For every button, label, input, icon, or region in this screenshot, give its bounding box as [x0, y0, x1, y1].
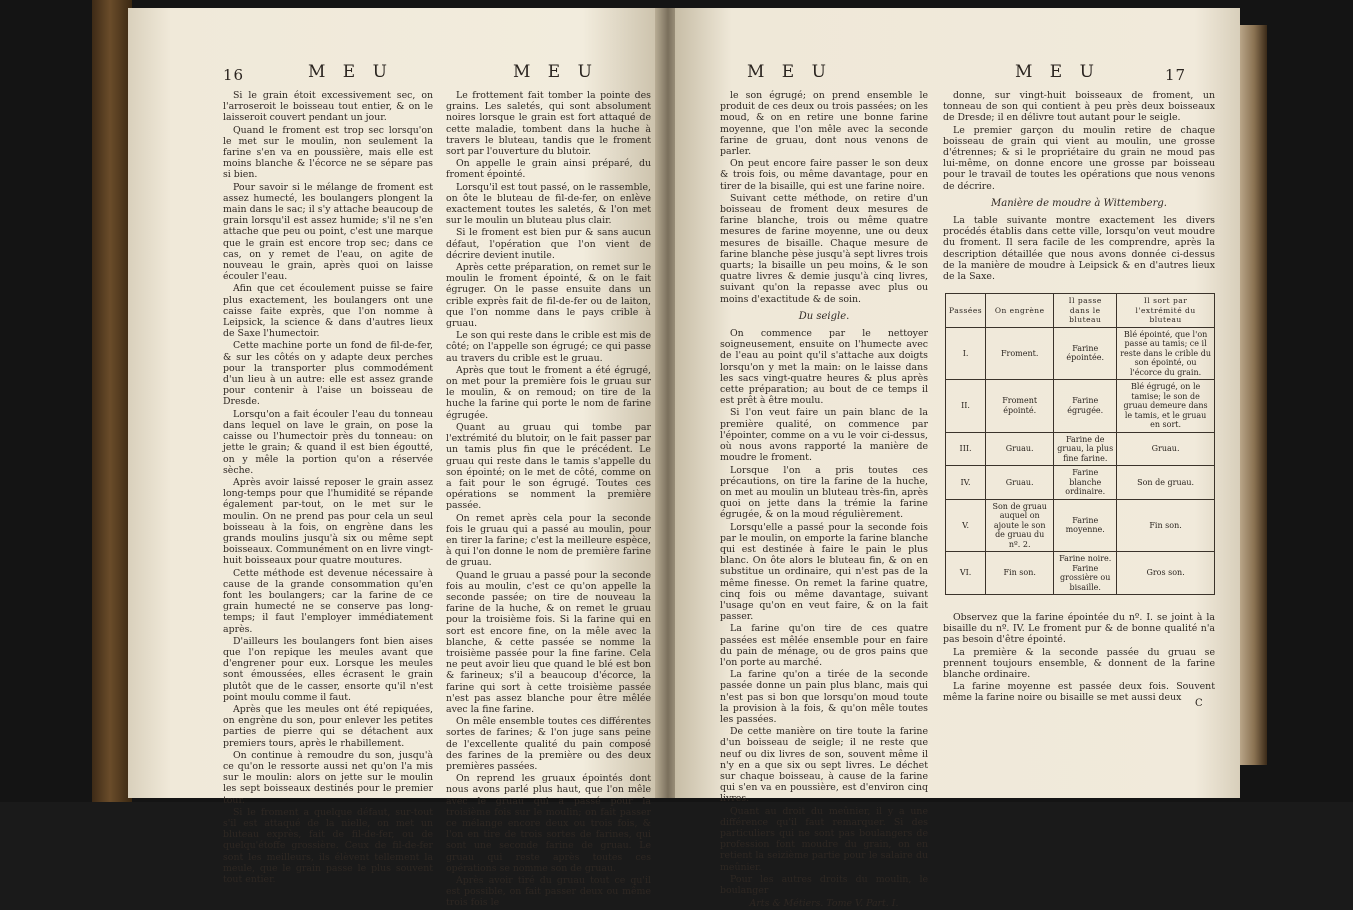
paragraph: Lorsqu'il est tout passé, on le rassemble, on ôte le bluteau de fil-de-fer, on enlève exactement toutes les saletés, & l'on met sur le moulin un bluteau plus clair.: [446, 181, 651, 227]
signature-mark: C: [1195, 698, 1203, 709]
table-cell: V.: [946, 499, 986, 552]
paragraph: Après que les meules ont été repiquées, on engrène du son, pour enlever les petites parties de pierre qui se détachent aux premiers tours, après le rhabillement.: [223, 703, 433, 749]
table-cell: Gros son.: [1117, 552, 1215, 595]
table-header-row: [946, 294, 1215, 328]
paragraph: Le frottement fait tomber la pointe des grains. Les saletés, qui sont absolument noires lorsque le grain est fort attaqué de cette maladie, tombent dans la huche à travers le bluteau, tandis que le froment sort par l'ouverture du blutoir.: [446, 90, 651, 158]
paragraph: Observez que la farine épointée du nº. I. se joint à la bisaille du nº. IV. Le froment pur & de bonne qualité n'a pas besoin d'être épointé.: [943, 612, 1215, 646]
table-cell: Farine épointée.: [1054, 327, 1117, 380]
paragraph: Quand le gruau a passé pour la seconde fois au moulin, c'est ce qu'on appelle la seconde passée; on tire de nouveau la farine de la huche, & on remet le gruau pour la troisième fois. Si la farine qui en sort est encore fine, on la mêle avec la blanche, & cette passée se nomme la troisième passée pour la fine farine. Cela ne peut avoir lieu que quand le blé est bon & farineux; s'il a beaucoup d'écorce, la farine qui sort à cette troisième passée n'est pas assez blanche pour être mêlée avec la fine farine.: [446, 569, 651, 715]
right-column-2: [943, 90, 1215, 283]
left-column-2: [446, 90, 651, 910]
paragraph: Cette méthode est devenue nécessaire à cause de la grande consommation qu'en font les boulangers; car la farine de ce grain humecté ne se conserve pas long-temps; il faut l'employer immédiatement après.: [223, 567, 433, 635]
paragraph: On appelle le grain ainsi préparé, du froment épointé.: [446, 158, 651, 181]
paragraph: Quant au droit du meûnier, il y a une différence qu'il faut remarquer. Si des particuliers qui ne sont pas boulangers de profession font moudre du grain, on en retient la seizième partie pour le salaire du meûnier.: [720, 805, 928, 873]
paragraph: On peut encore faire passer le son deux & trois fois, ou même davantage, pour en tirer de la bisaille, qui est une farine noire.: [720, 158, 928, 192]
table-cell: Fin son.: [986, 552, 1054, 595]
table-row: [946, 432, 1215, 466]
table-cell: III.: [946, 432, 986, 466]
paragraph: Lorsque l'on a pris toutes ces précautions, on tire la farine de la huche, on met au moulin un bluteau très-fin, après quoi on jette dans la trémie la farine égrugée, & on la moud régulièrement.: [720, 464, 928, 521]
paragraph: La farine moyenne est passée deux fois. Souvent même la farine noire ou bisaille se met aussi deux: [943, 681, 1215, 704]
paragraph: Le premier garçon du moulin retire de chaque boisseau de grain qui vient au moulin, une grosse d'étrennes; & si le propriétaire du grain ne moud pas lui-même, on donne encore une grosse par boisseau pour le travail de toutes les opérations que nous venons de décrire.: [943, 124, 1215, 192]
page-number-left: 16: [223, 66, 245, 84]
table-row: [946, 499, 1215, 552]
table-row: [946, 327, 1215, 380]
running-head-left-1: M E U: [308, 62, 393, 82]
running-head-left-2: M E U: [513, 62, 598, 82]
table-cell: Froment épointé.: [986, 380, 1054, 433]
paragraph: La première & la seconde passée du gruau se prennent toujours ensemble, & donnent de la farine blanche ordinaire.: [943, 646, 1215, 681]
paragraph: Si l'on veut faire un pain blanc de la première qualité, on commence par l'épointer, comme on a vu le voir ci-dessus, où nous avons rapporté la manière de moudre le froment.: [720, 407, 928, 464]
table-cell: VI.: [946, 552, 986, 595]
table-cell: Farine noire. Farine grossière ou bisaille.: [1054, 552, 1117, 595]
paragraph: Quand le froment est trop sec lorsqu'on le met sur le moulin, non seulement la farine s'en va en poussière, mais elle est moins blanche & l'écorce ne se sépare pas si bien.: [223, 124, 433, 181]
paragraph: On continue à remoudre du son, jusqu'à ce qu'on le ressorte aussi net qu'on l'a mis sur le moulin: alors on jette sur le moulin les sept boisseaux destinés pour le premier tour.: [223, 749, 433, 806]
table-cell: Blé égrugé, on le tamise; le son de gruau demeure dans le tamis, et le gruau en sort.: [1117, 380, 1215, 433]
table-cell: Gruau.: [1117, 432, 1215, 466]
right-column-1: [720, 90, 928, 909]
paragraph: Si le froment a quelque défaut, sur-tout s'il est attaqué de la nielle, on met un bluteau exprès, fait de fil-de-fer, ou de quelqu'étoffe grossière. Ceux de fil-de-fer sont les meilleurs, ils élèvent tellement la meule, que le grain passe le plus souvent tout entier.: [223, 806, 433, 886]
table-cell: Fin son.: [1117, 499, 1215, 552]
page-footer: Arts & Métiers. Tome V. Part. I.: [749, 898, 899, 910]
table-cell: Son de gruau auquel on ajoute le son de gruau du nº. 2.: [986, 499, 1054, 552]
paragraph: Lorsqu'on a fait écouler l'eau du tonneau dans lequel on lave le grain, on pose la caisse ou l'humectoir près du tonneau: on jette le grain; & quand il est bien égoutté, on y mêle la portion qu'on a réservée sèche.: [223, 408, 433, 476]
subhead-wittemberg: Manière de moudre à Wittemberg.: [991, 197, 1167, 209]
table-cell: Froment.: [986, 327, 1054, 380]
paragraph: On reprend les gruaux épointés dont nous avons parlé plus haut, que l'on mêle avec le gruau qui a passé pour la troisième fois sur le moulin; on fait passer ce mélange encore deux ou trois fois, & l'on en tire de trois sortes de farines, qui sont une seconde farine de gruau. Le gruau qui reste après toutes ces opérations se nomme son de gruau.: [446, 773, 651, 874]
table-cell: I.: [946, 327, 986, 380]
paragraph: Pour savoir si le mélange de froment est assez humecté, les boulangers plongent la main dans le sac; il s'y attache beaucoup de grain lorsqu'il est assez humide; s'il ne s'en attache que peu ou point, c'est une marque que le grain est encore trop sec; dans ce cas, on y remet de l'eau, on agite de nouveau le grain, après quoi on laisse écouler l'eau.: [223, 181, 433, 283]
table-cell: II.: [946, 380, 986, 433]
paragraph: Suivant cette méthode, on retire d'un boisseau de froment deux mesures de farine blanche, trois ou même quatre mesures de farine moyenne, une ou deux mesures de bisaille. Chaque mesure de farine blanche pèse jusqu'à sept livres trois quarts; la bisaille un peu moins, & le son quatre livres & demie jusqu'à cinq livres, suivant qu'on la repasse avec plus ou moins d'exactitude & de soin.: [720, 192, 928, 305]
paragraph: Après que tout le froment a été égrugé, on met pour la première fois le gruau sur le moulin, & on remoud; on tire de la huche la farine qui porte le nom de farine égrugée.: [446, 364, 651, 421]
paragraph: Si le froment est bien pur & sans aucun défaut, l'opération que l'on vient de décrire devient inutile.: [446, 227, 651, 261]
table-cell: Farine de gruau, la plus fine farine.: [1054, 432, 1117, 466]
paragraph: Après avoir laissé reposer le grain assez long-temps pour que l'humidité se répande également par-tout, on le met sur le moulin. On ne prend pas pour cela un seul boisseau à la fois, on engrène dans les grands moulins jusqu'à six ou même sept boisseaux. Communément on en livre vingt-huit boisseaux pour quatre moutures.: [223, 476, 433, 567]
right-column-2-tail: [943, 612, 1215, 705]
running-head-right-2: M E U: [1015, 62, 1100, 82]
paragraph: De cette manière on tire toute la farine d'un boisseau de seigle; il ne reste que neuf ou dix livres de son, souvent même il n'y en a que six ou sept livres. Le déchet sur chaque boisseau, à cause de la farine qui s'en va en poussière, est d'environ cinq livres.: [720, 726, 928, 805]
table-header-cell: Il sort par l'extrémité du bluteau: [1117, 294, 1215, 328]
table-cell: Gruau.: [986, 466, 1054, 500]
book-cover-left: [92, 0, 132, 802]
paragraph: On mêle ensemble toutes ces différentes sortes de farines; & l'on juge sans peine de l'excellente qualité du pain composé des farines de la première ou des deux premières passées.: [446, 716, 651, 772]
table-row: [946, 380, 1215, 433]
left-page: [128, 8, 663, 909]
paragraph: donne, sur vingt-huit boisseaux de froment, un tonneau de son qui contient à peu près deux boisseaux de Dresde; il en délivre tout autant pour le seigle.: [943, 90, 1215, 124]
paragraph: Pour les autres droits du moulin, le boulanger: [720, 873, 928, 897]
paragraph: Si le grain étoit excessivement sec, on l'arroseroit le boisseau tout entier, & on le laisseroit couvert pendant un jour.: [223, 90, 433, 124]
running-head-right-1: M E U: [747, 62, 832, 82]
paragraph: On remet après cela pour la seconde fois le gruau qui a passé au moulin, pour en tirer la farine; c'est la meilleure espèce, à qui l'on donne le nom de première farine de gruau.: [446, 512, 651, 569]
paragraph: Cette machine porte un fond de fil-de-fer, & sur les côtés on y adapte deux perches pour la transporter plus commodément d'un lieu à un autre: elle est assez grande pour contenir à l'aise un boisseau de Dresde.: [223, 340, 433, 408]
table-cell: Son de gruau.: [1117, 466, 1215, 500]
table-cell: Gruau.: [986, 432, 1054, 466]
subhead-seigle: Du seigle.: [798, 310, 850, 322]
paragraph: Après cette préparation, on remet sur le moulin le froment épointé, & on le fait égruger. On le passe ensuite dans un crible exprès fait de fil-de-fer ou de laiton, que l'on nomme dans le pays crible à gruau.: [446, 262, 651, 330]
paragraph: La farine qu'on tire de ces quatre passées est mêlée ensemble pour en faire du pain de ménage, ou de gros pains que l'on porte au marché.: [720, 623, 928, 668]
table-cell: Farine égrugée.: [1054, 380, 1117, 433]
table-header-cell: Il passe dans le bluteau: [1054, 294, 1117, 328]
right-page: [675, 8, 1240, 910]
milling-table: [945, 293, 1215, 595]
paragraph: D'ailleurs les boulangers font bien aises que l'on repique les meules avant que d'engrener pour eux. Lorsque les meules sont émoussées, elles écrasent le grain plutôt que de le casser, ensorte qu'il n'est point moulu comme il faut.: [223, 635, 433, 703]
table-header-cell: On engrène: [986, 294, 1054, 328]
paragraph: le son égrugé; on prend ensemble le produit de ces deux ou trois passées; on les moud, & on en retire une bonne farine moyenne, que l'on mêle avec la seconde farine de gruau, dont nous venons de parler.: [720, 90, 928, 158]
table-cell: IV.: [946, 466, 986, 500]
table-cell: Farine moyenne.: [1054, 499, 1117, 552]
table-cell: Farine blanche ordinaire.: [1054, 466, 1117, 500]
table-cell: Blé épointé, que l'on passe au tamis; ce il reste dans le crible du son épointé, ou l'écorce du grain.: [1117, 327, 1215, 380]
left-column-1: [223, 90, 433, 886]
table-body: [946, 327, 1215, 595]
paragraph: La table suivante montre exactement les divers procédés établis dans cette ville, lorsqu'on veut moudre du froment. Il sera facile de les comprendre, après la description détaillée que nous avons donnée ci-dessus de la manière de moudre à Leipsick & en d'autres lieux de la Saxe.: [943, 215, 1215, 283]
paragraph: Quant au gruau qui tombe par l'extrémité du blutoir, on le fait passer par un tamis plus fin que le précédent. Le gruau qui reste dans le tamis s'appelle du son épointé; on le met de côté, comme on a fait pour le son égrugé. Toutes ces opérations se nomment la première passée.: [446, 421, 651, 512]
table-row: [946, 552, 1215, 595]
paragraph: La farine qu'on a tirée de la seconde passée donne un pain plus blanc, mais qui n'est pas si bon que lorsqu'on moud toute la provision à la fois, & qu'on mêle toutes les passées.: [720, 669, 928, 725]
table-header-cell: Passées: [946, 294, 986, 328]
page-number-right: 17: [1165, 66, 1187, 84]
paragraph: Après avoir tiré du gruau tout ce qu'il est possible, on fait passer deux ou même trois fois le: [446, 875, 651, 909]
paragraph: Afin que cet écoulement puisse se faire plus exactement, les boulangers ont une caisse faite exprès, que l'on nomme à Leipsick, la science & dans d'autres lieux de Saxe l'humectoir.: [223, 283, 433, 340]
table-row: [946, 466, 1215, 500]
paragraph: Lorsqu'elle a passé pour la seconde fois par le moulin, on emporte la farine blanche qui est destinée à faire le pain le plus blanc. On ôte alors le bluteau fin, & on en substitue un ordinaire, qui n'est pas de la même finesse. On remet la farine quatre, cinq fois ou même davantage, suivant l'usage qu'on en veut faire, & on la fait passer.: [720, 521, 928, 623]
paragraph: On commence par le nettoyer soigneusement, ensuite on l'humecte avec de l'eau au point qu'il s'attache aux doigts lorsqu'on y met la main: on le laisse dans les sacs vingt-quatre heures & plus après cette préparation; au bout de ce temps il est prêt à être moulu.: [720, 328, 928, 407]
paragraph: Le son qui reste dans le crible est mis de côté; on l'appelle son égrugé; ce qui passe au travers du crible est le gruau.: [446, 330, 651, 364]
